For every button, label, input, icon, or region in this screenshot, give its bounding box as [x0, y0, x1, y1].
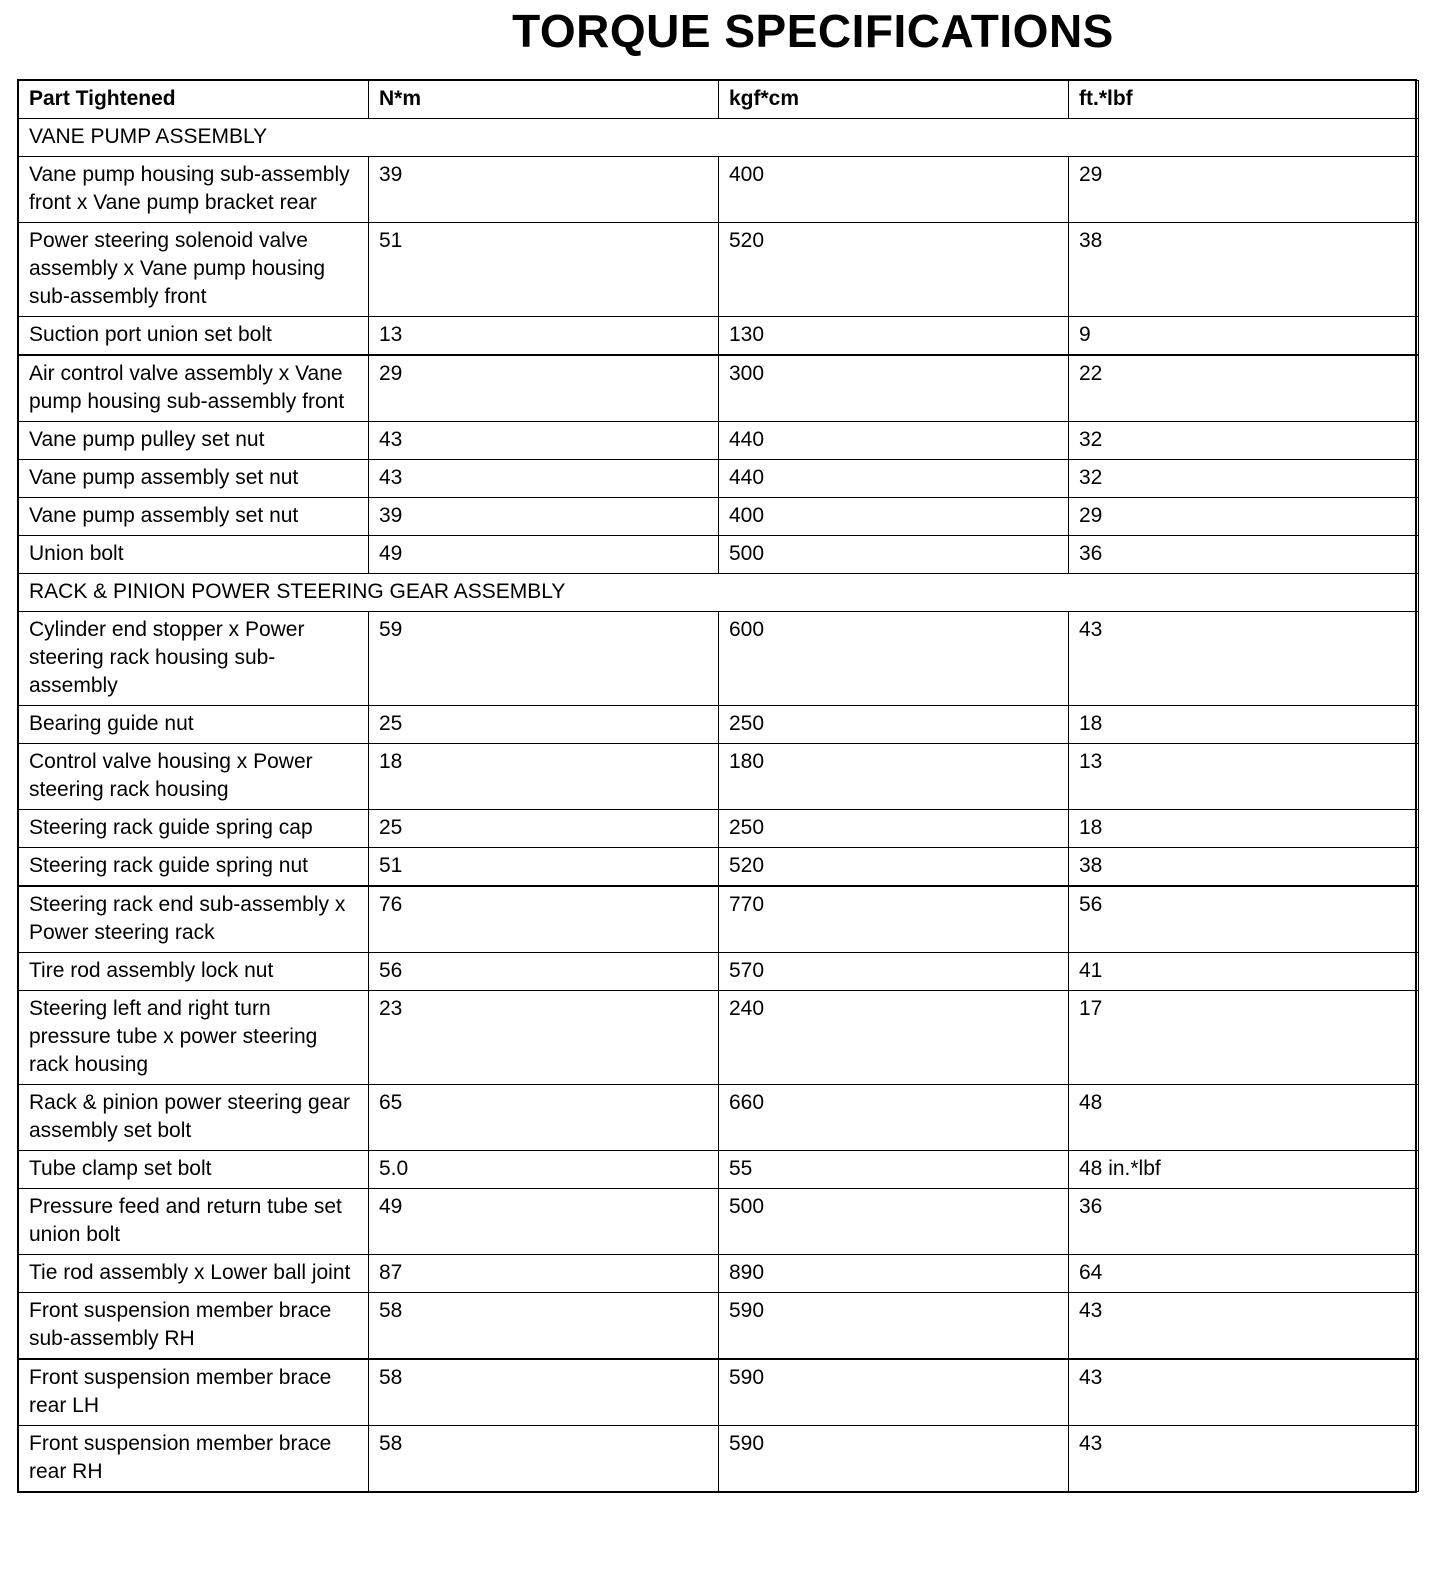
section-row — [19, 574, 1419, 612]
cell-kgfcm: 130 — [719, 317, 1069, 356]
cell-ftlbf: 13 — [1069, 744, 1419, 810]
cell-part-tightened: Power steering solenoid valve assembly x Vane pump housing sub-assembly front — [19, 223, 369, 317]
cell-kgfcm: 590 — [719, 1293, 1069, 1360]
cell-kgfcm: 570 — [719, 953, 1069, 991]
cell-nm: 87 — [369, 1255, 719, 1293]
cell-part-tightened: Steering left and right turn pressure tube x power steering rack housing — [19, 991, 369, 1085]
cell-nm: 58 — [369, 1293, 719, 1360]
cell-ftlbf: 48 — [1069, 1085, 1419, 1151]
cell-part-tightened: Tube clamp set bolt — [19, 1151, 369, 1189]
cell-ftlbf: 43 — [1069, 612, 1419, 706]
table-row — [19, 536, 1419, 574]
cell-ftlbf: 43 — [1069, 1293, 1419, 1360]
cell-nm: 59 — [369, 612, 719, 706]
cell-part-tightened: Vane pump assembly set nut — [19, 498, 369, 536]
cell-part-tightened: Steering rack guide spring nut — [19, 848, 369, 887]
table-row — [19, 706, 1419, 744]
table-row — [19, 355, 1419, 422]
cell-nm: 5.0 — [369, 1151, 719, 1189]
cell-ftlbf: 36 — [1069, 536, 1419, 574]
cell-kgfcm: 590 — [719, 1426, 1069, 1492]
cell-part-tightened: Pressure feed and return tube set union bolt — [19, 1189, 369, 1255]
cell-kgfcm: 400 — [719, 157, 1069, 223]
cell-part-tightened: Front suspension member brace rear RH — [19, 1426, 369, 1492]
cell-nm: 18 — [369, 744, 719, 810]
cell-ftlbf: 48 in.*lbf — [1069, 1151, 1419, 1189]
cell-part-tightened: Tie rod assembly x Lower ball joint — [19, 1255, 369, 1293]
header-nm: N*m — [369, 81, 719, 119]
cell-nm: 76 — [369, 886, 719, 953]
cell-kgfcm: 500 — [719, 536, 1069, 574]
cell-kgfcm: 660 — [719, 1085, 1069, 1151]
cell-ftlbf: 38 — [1069, 223, 1419, 317]
cell-ftlbf: 43 — [1069, 1359, 1419, 1426]
cell-nm: 56 — [369, 953, 719, 991]
cell-kgfcm: 240 — [719, 991, 1069, 1085]
table-row — [19, 848, 1419, 887]
cell-ftlbf: 38 — [1069, 848, 1419, 887]
cell-kgfcm: 250 — [719, 810, 1069, 848]
cell-nm: 58 — [369, 1426, 719, 1492]
table-row — [19, 744, 1419, 810]
cell-kgfcm: 520 — [719, 223, 1069, 317]
cell-part-tightened: Cylinder end stopper x Power steering rack housing sub-assembly — [19, 612, 369, 706]
cell-nm: 58 — [369, 1359, 719, 1426]
cell-nm: 39 — [369, 498, 719, 536]
cell-part-tightened: Tire rod assembly lock nut — [19, 953, 369, 991]
cell-ftlbf: 9 — [1069, 317, 1419, 356]
cell-part-tightened: Bearing guide nut — [19, 706, 369, 744]
table-header-row — [19, 81, 1419, 119]
cell-nm: 43 — [369, 422, 719, 460]
header-part-tightened: Part Tightened — [19, 81, 369, 119]
cell-part-tightened: Suction port union set bolt — [19, 317, 369, 356]
cell-part-tightened: Steering rack guide spring cap — [19, 810, 369, 848]
cell-part-tightened: Front suspension member brace sub-assembly RH — [19, 1293, 369, 1360]
cell-nm: 39 — [369, 157, 719, 223]
cell-nm: 65 — [369, 1085, 719, 1151]
cell-kgfcm: 55 — [719, 1151, 1069, 1189]
table-row — [19, 422, 1419, 460]
cell-kgfcm: 180 — [719, 744, 1069, 810]
torque-spec-table — [18, 80, 1419, 1492]
cell-kgfcm: 500 — [719, 1189, 1069, 1255]
section-title: VANE PUMP ASSEMBLY — [19, 119, 1419, 157]
table-row — [19, 1151, 1419, 1189]
cell-part-tightened: Union bolt — [19, 536, 369, 574]
cell-ftlbf: 18 — [1069, 810, 1419, 848]
table-row — [19, 1189, 1419, 1255]
cell-part-tightened: Front suspension member brace rear LH — [19, 1359, 369, 1426]
cell-part-tightened: Vane pump pulley set nut — [19, 422, 369, 460]
table-row — [19, 1255, 1419, 1293]
cell-ftlbf: 32 — [1069, 422, 1419, 460]
cell-kgfcm: 440 — [719, 460, 1069, 498]
cell-ftlbf: 36 — [1069, 1189, 1419, 1255]
cell-ftlbf: 64 — [1069, 1255, 1419, 1293]
section-title: RACK & PINION POWER STEERING GEAR ASSEMBLY — [19, 574, 1419, 612]
cell-part-tightened: Vane pump assembly set nut — [19, 460, 369, 498]
table-row — [19, 223, 1419, 317]
cell-nm: 25 — [369, 810, 719, 848]
cell-ftlbf: 29 — [1069, 498, 1419, 536]
cell-nm: 51 — [369, 848, 719, 887]
cell-ftlbf: 18 — [1069, 706, 1419, 744]
table-row — [19, 953, 1419, 991]
cell-kgfcm: 250 — [719, 706, 1069, 744]
table-row — [19, 1293, 1419, 1360]
table-row — [19, 886, 1419, 953]
cell-ftlbf: 29 — [1069, 157, 1419, 223]
cell-part-tightened: Air control valve assembly x Vane pump housing sub-assembly front — [19, 355, 369, 422]
table-body — [19, 119, 1419, 1492]
cell-nm: 43 — [369, 460, 719, 498]
cell-kgfcm: 890 — [719, 1255, 1069, 1293]
cell-nm: 49 — [369, 536, 719, 574]
cell-kgfcm: 590 — [719, 1359, 1069, 1426]
cell-kgfcm: 600 — [719, 612, 1069, 706]
cell-nm: 23 — [369, 991, 719, 1085]
cell-nm: 13 — [369, 317, 719, 356]
cell-ftlbf: 56 — [1069, 886, 1419, 953]
cell-ftlbf: 22 — [1069, 355, 1419, 422]
cell-ftlbf: 41 — [1069, 953, 1419, 991]
table-row — [19, 1085, 1419, 1151]
section-row — [19, 119, 1419, 157]
table-row — [19, 1359, 1419, 1426]
cell-part-tightened: Rack & pinion power steering gear assembly set bolt — [19, 1085, 369, 1151]
cell-kgfcm: 440 — [719, 422, 1069, 460]
cell-nm: 49 — [369, 1189, 719, 1255]
header-ftlbf: ft.*lbf — [1069, 81, 1419, 119]
table-row — [19, 991, 1419, 1085]
table-row — [19, 157, 1419, 223]
cell-ftlbf: 17 — [1069, 991, 1419, 1085]
table-row — [19, 460, 1419, 498]
cell-kgfcm: 400 — [719, 498, 1069, 536]
cell-nm: 29 — [369, 355, 719, 422]
cell-kgfcm: 300 — [719, 355, 1069, 422]
header-kgfcm: kgf*cm — [719, 81, 1069, 119]
cell-nm: 25 — [369, 706, 719, 744]
table-row — [19, 317, 1419, 356]
cell-part-tightened: Control valve housing x Power steering rack housing — [19, 744, 369, 810]
cell-kgfcm: 770 — [719, 886, 1069, 953]
table-row — [19, 1426, 1419, 1492]
cell-part-tightened: Steering rack end sub-assembly x Power steering rack — [19, 886, 369, 953]
cell-ftlbf: 43 — [1069, 1426, 1419, 1492]
table-row — [19, 612, 1419, 706]
page-title: TORQUE SPECIFICATIONS — [512, 5, 1114, 57]
cell-nm: 51 — [369, 223, 719, 317]
table-row — [19, 810, 1419, 848]
cell-kgfcm: 520 — [719, 848, 1069, 887]
cell-ftlbf: 32 — [1069, 460, 1419, 498]
table-row — [19, 498, 1419, 536]
cell-part-tightened: Vane pump housing sub-assembly front x Vane pump bracket rear — [19, 157, 369, 223]
